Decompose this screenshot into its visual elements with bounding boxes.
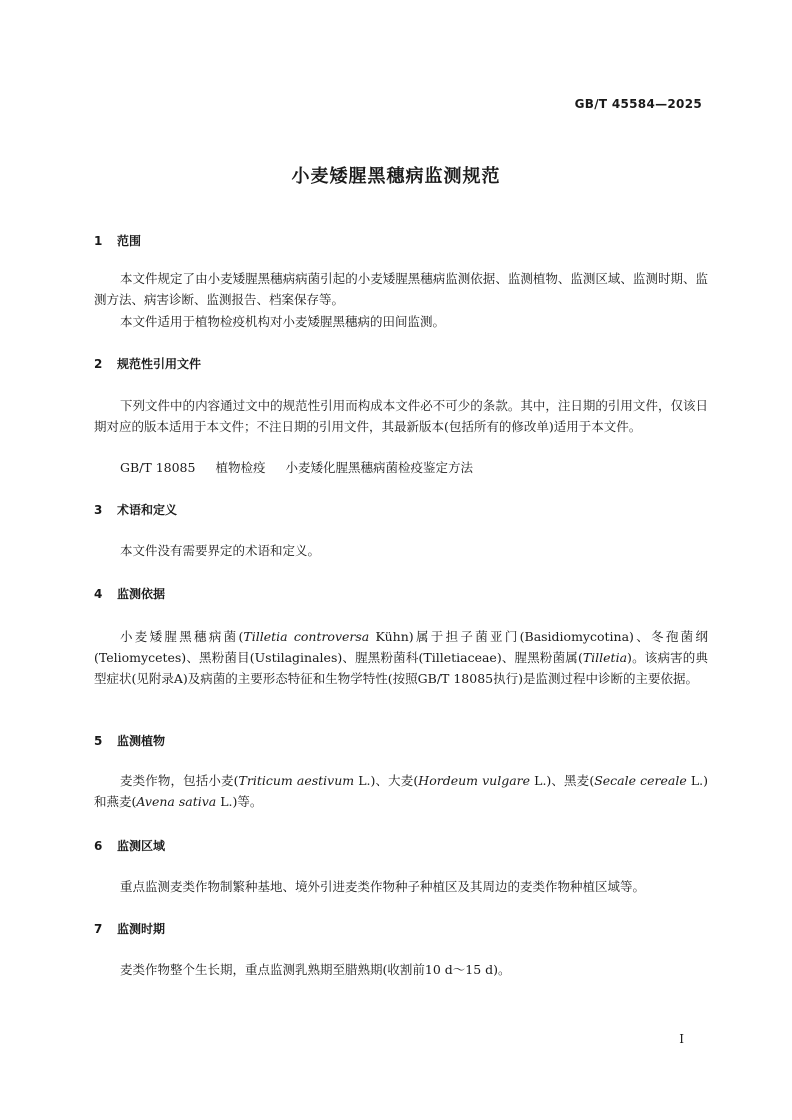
section-heading: 7 监测时期 [94, 922, 166, 936]
section-heading: 4 监测依据 [94, 587, 166, 601]
reference-category: 植物检疫 [215, 460, 266, 475]
reference-code: GB/T 18085 [120, 460, 196, 475]
paragraph: 麦类作物整个生长期，重点监测乳熟期至腊熟期(收割前10 d～15 d)。 [120, 962, 511, 977]
section-heading: 6 监测区域 [94, 839, 166, 853]
section-heading: 1 范围 [94, 234, 142, 248]
document-title: 小麦矮腥黑穗病监测规范 [291, 166, 501, 187]
page-number: I [679, 1032, 684, 1046]
paragraph: 本文件适用于植物检疫机构对小麦矮腥黑穗病的田间监测。 [120, 314, 446, 329]
reference-title: 小麦矮化腥黑穗病菌检疫鉴定方法 [285, 460, 473, 475]
paragraph: 重点监测麦类作物制繁种基地、境外引进麦类作物种子种植区及其周边的麦类作物种植区域等。 [120, 879, 646, 894]
section-heading: 5 监测植物 [94, 734, 166, 748]
section-heading: 3 术语和定义 [94, 503, 178, 517]
paragraph: 小麦矮腥黑穗病菌(Tilletia controversa Kühn)属于担子菌亚门(Basidiomycotina)、冬孢菌纲(Teliomycetes)、黑粉菌目(Ustilaginales)、腥黑粉菌科(Tilletiaceae)、腥黑粉菌属(Tilletia)。该病害的典型症状(见附录A)及病菌的主要形态特征和生物学特性(按照GB/T 18085执行)是监测过程中诊断的主要依据。 [94, 629, 708, 686]
paragraph: 本文件规定了由小麦矮腥黑穗病病菌引起的小麦矮腥黑穗病监测依据、监测植物、监测区域、监测时期、监测方法、病害诊断、监测报告、档案保存等。 [94, 271, 708, 307]
paragraph: 下列文件中的内容通过文中的规范性引用而构成本文件必不可少的条款。其中，注日期的引用文件，仅该日期对应的版本适用于本文件；不注日期的引用文件，其最新版本(包括所有的修改单)适用于本文件。 [94, 398, 708, 434]
paragraph: 麦类作物，包括小麦(Triticum aestivum L.)、大麦(Hordeum vulgare L.)、黑麦(Secale cereale L.)和燕麦(Avena sativa L.)等。 [94, 773, 708, 809]
standard-number: GB/T 45584—2025 [574, 97, 702, 111]
paragraph: 本文件没有需要界定的术语和定义。 [120, 543, 321, 558]
normative-reference [120, 458, 493, 476]
section-heading: 2 规范性引用文件 [94, 357, 202, 371]
